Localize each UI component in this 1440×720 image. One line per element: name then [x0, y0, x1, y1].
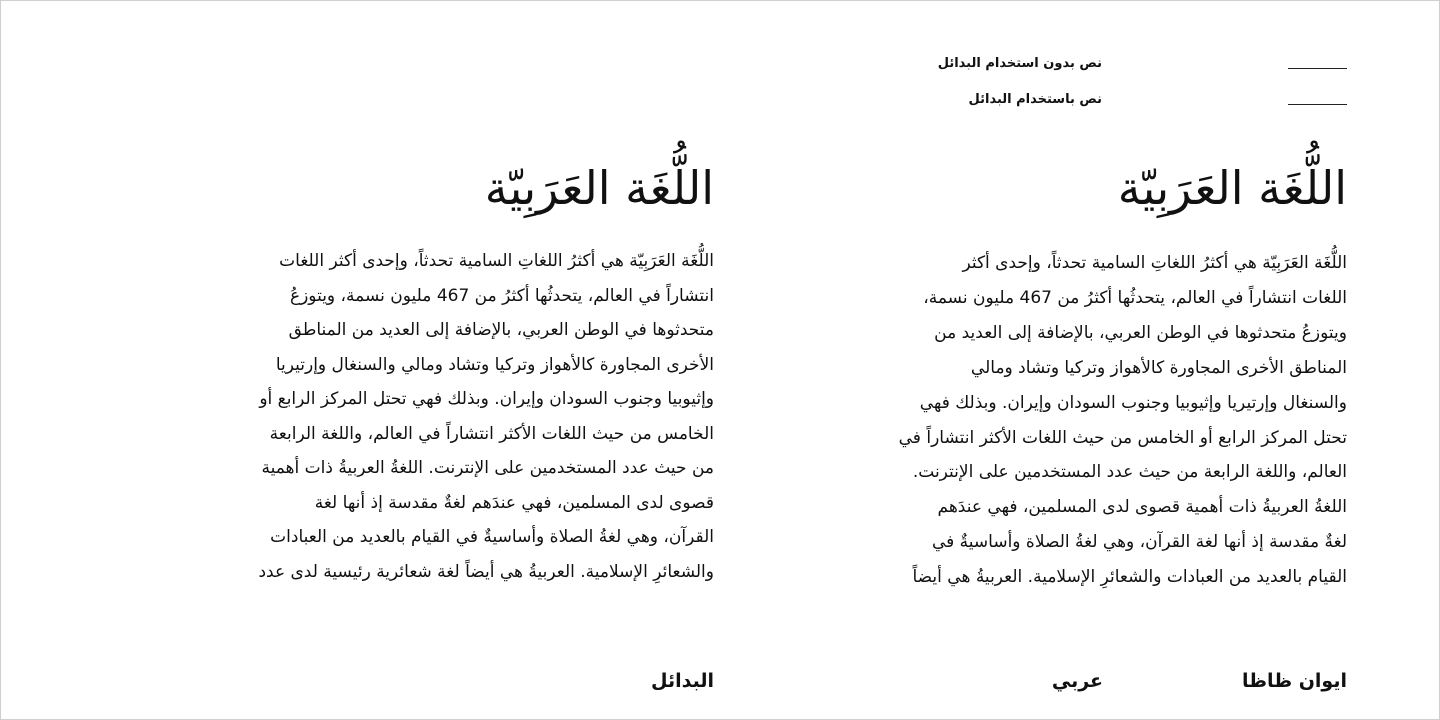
- footer-script-name: عربي: [1051, 670, 1103, 692]
- body-line: اللُّغَة العَرَبِيّة هي أكثرُ اللغاتِ السامية تحدثاً، وإحدى أكثر: [962, 253, 1347, 273]
- column-title: اللُّغَة العَرَبِيّة: [1117, 161, 1347, 215]
- body-line: اللغات انتشاراً في العالم، يتحدثُها أكثرُ من 467 مليون نسمة،: [923, 287, 1347, 308]
- body-line: متحدثوها في الوطن العربي، بالإضافة إلى العديد من المناطق: [288, 320, 714, 340]
- legend-label-no-alternates: نص بدون استخدام البدائل: [937, 56, 1102, 71]
- legend-label-with-alternates: نص باستخدام البدائل: [968, 92, 1102, 107]
- body-line: قصوى لدى المسلمين، فهي عندَهم لغةٌ مقدسة إذ أنها لغة: [314, 492, 714, 513]
- body-line: الخامس من حيث اللغات الأكثر انتشاراً في العالم، واللغة الرابعة: [269, 423, 714, 444]
- body-line: العالم، واللغة الرابعة من حيث عدد المستخدمين على الإنترنت.: [912, 462, 1347, 483]
- body-line: وإثيوبيا وجنوب السودان وإيران. وبذلك فهي تحتل المركز الرابع أو: [259, 389, 714, 409]
- body-line: والسنغال وإرتيريا وإثيوبيا وجنوب السودان وإيران. وبذلك فهي: [919, 392, 1347, 413]
- column-without-alternates: [762, 158, 1347, 595]
- legend-item-with-alternates: [969, 92, 1102, 107]
- column-body: [762, 246, 1347, 595]
- body-line: تحتل المركز الرابع أو الخامس من حيث اللغات الأكثر انتشاراً في: [898, 427, 1347, 448]
- body-line: المناطق الأخرى المجاورة كالأهواز وتركيا وتشاد ومالي: [970, 357, 1347, 378]
- column-body: [134, 244, 714, 589]
- body-line: الأخرى المجاورة كالأهواز وتركيا وتشاد ومالي والسنغال وإرتيريا: [275, 354, 714, 375]
- body-line: ويتوزعُ متحدثوها في الوطن العربي، بالإضافة إلى العديد من: [934, 322, 1347, 343]
- body-line: انتشاراً في العالم، يتحدثُها أكثرُ من 467 مليون نسمة، ويتوزعُ: [289, 285, 714, 306]
- legend-item-no-alternates: [938, 56, 1102, 71]
- body-line: القرآن، وهي لغةُ الصلاة وأساسيةٌ في القيام بالعديد من العبادات: [270, 527, 714, 547]
- body-line: لغةٌ مقدسة إذ أنها لغة القرآن، وهي لغةُ الصلاة وأساسيةٌ في: [931, 532, 1347, 553]
- column-title: اللُّغَة العَرَبِيّة: [484, 161, 714, 215]
- body-line: اللُّغَة العَرَبِيّة هي أكثرُ اللغاتِ السامية تحدثاً، وإحدى أكثر اللغات: [279, 251, 714, 271]
- legend-line-no-alternates: [1288, 68, 1347, 69]
- legend-line-with-alternates: [1288, 104, 1347, 105]
- footer-font-name: ايوان ظاظا: [1242, 670, 1347, 692]
- footer-feature-name: البدائل: [651, 670, 714, 692]
- body-line: القيام بالعديد من العبادات والشعائرِ الإسلامية. العربيةُ هي أيضاً: [912, 567, 1347, 588]
- column-with-alternates: [134, 158, 714, 589]
- body-line: اللغةُ العربيةُ ذات أهمية قصوى لدى المسلمين، فهي عندَهم: [937, 497, 1347, 518]
- body-line: والشعائرِ الإسلامية. العربيةُ هي أيضاً لغة شعائرية رئيسية لدى عدد: [258, 561, 714, 582]
- body-line: من حيث عدد المستخدمين على الإنترنت. اللغةُ العربيةُ ذات أهمية: [261, 458, 714, 478]
